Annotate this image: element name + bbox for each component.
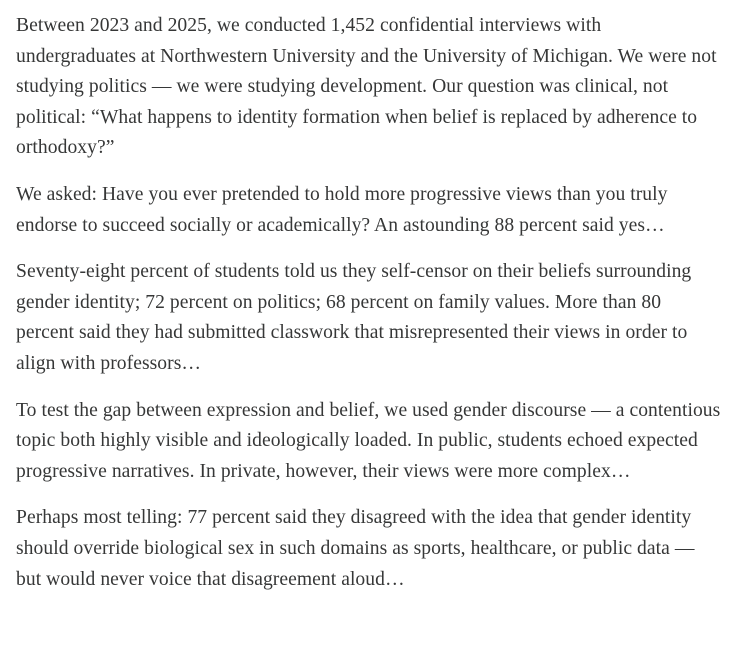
paragraph-self-censor: Seventy-eight percent of students told us they self-censor on their beliefs surrounding gender identity; 72 percent on politics; 68 percent on family values. More than 80 percent said they had submitted classwork that misrepresented their views in order to align with professors… (16, 261, 692, 374)
paragraph-study-intro: Between 2023 and 2025, we conducted 1,452 confidential interviews with undergraduates at Northwestern University and the University of Michigan. We were not studying politics — we were studying development. Our question was clinical, not political: “What happens to identity formation when belief is replaced by adherence to orthodoxy?” (16, 15, 717, 159)
paragraph-gender-discourse: To test the gap between expression and belief, we used gender discourse — a contentious topic both highly visible and ideologically loaded. In public, students echoed expected progressive narratives. In private, however, their views were more complex… (16, 399, 721, 482)
paragraph-pretended-views: We asked: Have you ever pretended to hold more progressive views than you truly endorse to succeed socially or academically? An astounding 88 percent said yes… (16, 183, 668, 236)
paragraph-most-telling: Perhaps most telling: 77 percent said they disagreed with the idea that gender identity should override biological sex in such domains as sports, healthcare, or public data — but would never voice that disagreement aloud… (16, 507, 695, 590)
